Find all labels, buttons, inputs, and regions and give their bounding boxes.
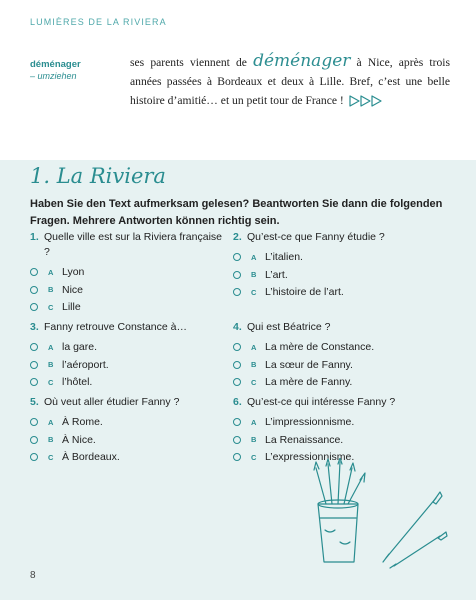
- radio-circle-icon[interactable]: [30, 343, 38, 351]
- question-text: Qu’est-ce qui intéresse Fanny ?: [247, 396, 396, 408]
- option-letter: B: [251, 435, 257, 444]
- option-text: L’impressionnisme.: [265, 416, 355, 428]
- glossary-note: [30, 59, 110, 81]
- option-letter: A: [251, 342, 257, 352]
- answer-option[interactable]: [30, 264, 230, 280]
- radio-circle-icon[interactable]: [30, 378, 38, 386]
- option-text: L’histoire de l’art.: [265, 286, 344, 298]
- option-text: La mère de Constance.: [265, 341, 375, 353]
- option-text: La mère de Fanny.: [265, 376, 353, 388]
- option-text: la gare.: [62, 341, 98, 353]
- question-4: [233, 320, 433, 392]
- radio-circle-icon[interactable]: [233, 418, 241, 426]
- option-text: À Rome.: [62, 416, 103, 428]
- glossary-term: déménager: [30, 59, 81, 70]
- radio-circle-icon[interactable]: [30, 418, 38, 426]
- option-letter: A: [48, 267, 54, 277]
- radio-circle-icon[interactable]: [233, 253, 241, 261]
- option-text: l’hôtel.: [62, 376, 93, 388]
- option-letter: C: [251, 452, 257, 462]
- option-letter: A: [48, 417, 54, 427]
- question-number: 3.: [30, 321, 39, 333]
- option-text: Lyon: [62, 266, 85, 278]
- option-text: L’expressionnisme.: [265, 451, 355, 463]
- glossary-definition: – umziehen: [30, 71, 77, 81]
- answer-option[interactable]: [30, 374, 230, 390]
- highlighted-word: déménager: [253, 51, 351, 71]
- question-number: 6.: [233, 396, 242, 408]
- question-5: [30, 395, 230, 467]
- option-text: Nice: [62, 283, 84, 296]
- answer-option[interactable]: [233, 267, 433, 283]
- question-number: 2.: [233, 231, 242, 243]
- radio-circle-icon[interactable]: [30, 436, 38, 444]
- answer-option[interactable]: [233, 414, 433, 430]
- answer-option[interactable]: [233, 357, 433, 373]
- answer-option[interactable]: [233, 339, 433, 355]
- radio-circle-icon[interactable]: [233, 453, 241, 461]
- instructions: Haben Sie den Text aufmerksam gelesen? Beantworten Sie dann die folgenden Fragen. Mehrere Antworten können richtig sein.: [30, 198, 443, 227]
- question-text: Qu’est-ce que Fanny étudie ?: [247, 231, 385, 243]
- option-text: L’italien.: [265, 251, 303, 263]
- running-head: LUMIÈRES DE LA RIVIERA: [30, 17, 167, 27]
- option-letter: C: [251, 287, 257, 297]
- page-number: 8: [30, 570, 36, 581]
- question-number: 5.: [30, 396, 39, 408]
- radio-circle-icon[interactable]: [30, 268, 38, 276]
- option-letter: C: [48, 452, 54, 462]
- option-text: À Bordeaux.: [62, 451, 120, 463]
- answer-option[interactable]: [30, 357, 230, 373]
- reading-text: [130, 52, 450, 110]
- answer-option[interactable]: [233, 249, 433, 265]
- option-letter: C: [48, 302, 54, 312]
- option-letter: A: [48, 342, 54, 352]
- radio-circle-icon[interactable]: [233, 343, 241, 351]
- radio-circle-icon[interactable]: [233, 288, 241, 296]
- radio-circle-icon[interactable]: [233, 271, 241, 279]
- answer-option[interactable]: [30, 414, 230, 430]
- answer-option[interactable]: [30, 339, 230, 355]
- option-text: L’art.: [265, 268, 288, 281]
- radio-circle-icon[interactable]: [30, 303, 38, 311]
- triple-play-arrows-icon: [349, 95, 383, 107]
- radio-circle-icon[interactable]: [30, 453, 38, 461]
- question-6: [233, 395, 433, 467]
- reading-text-part-1: ses parents viennent de: [130, 56, 254, 69]
- answer-option[interactable]: [30, 282, 230, 298]
- answer-option[interactable]: [30, 299, 230, 315]
- radio-circle-icon[interactable]: [30, 361, 38, 369]
- answer-option[interactable]: [233, 374, 433, 390]
- question-3: [30, 320, 230, 392]
- torn-paper-edge: [0, 118, 476, 166]
- reading-text-part-2: à Nice, après trois années passées à Bordeaux et deux à Lille. Bref, c’est une belle histoire d’amitié… et un petit tour de France !: [130, 56, 450, 107]
- radio-circle-icon[interactable]: [30, 286, 38, 294]
- option-text: La Renaissance.: [265, 433, 344, 446]
- option-text: À Nice.: [62, 433, 96, 446]
- option-letter: C: [48, 377, 54, 387]
- question-number: 4.: [233, 321, 242, 333]
- option-text: Lille: [62, 301, 81, 313]
- option-letter: B: [48, 435, 54, 444]
- option-letter: A: [251, 252, 257, 262]
- option-letter: C: [251, 377, 257, 387]
- option-letter: B: [251, 360, 257, 369]
- paintbrush-jar-icon: [290, 458, 450, 570]
- answer-option[interactable]: [30, 432, 230, 448]
- radio-circle-icon[interactable]: [233, 378, 241, 386]
- question-text: Qui est Béatrice ?: [247, 321, 331, 333]
- section-title: 1. La Riviera: [30, 164, 166, 188]
- radio-circle-icon[interactable]: [233, 436, 241, 444]
- answer-option[interactable]: [233, 284, 433, 300]
- option-text: l’aéroport.: [62, 358, 109, 371]
- question-text: Quelle ville est sur la Riviera française ?: [44, 231, 222, 258]
- option-letter: B: [48, 360, 54, 369]
- option-text: La sœur de Fanny.: [265, 358, 353, 371]
- question-1: [30, 230, 230, 317]
- radio-circle-icon[interactable]: [233, 361, 241, 369]
- question-number: 1.: [30, 231, 39, 243]
- answer-option[interactable]: [233, 432, 433, 448]
- answer-option[interactable]: [30, 449, 230, 465]
- option-letter: A: [251, 417, 257, 427]
- question-text: Fanny retrouve Constance à…: [44, 321, 187, 333]
- option-letter: B: [48, 285, 54, 294]
- question-2: [233, 230, 433, 302]
- question-text: Où veut aller étudier Fanny ?: [44, 396, 180, 408]
- option-letter: B: [251, 270, 257, 279]
